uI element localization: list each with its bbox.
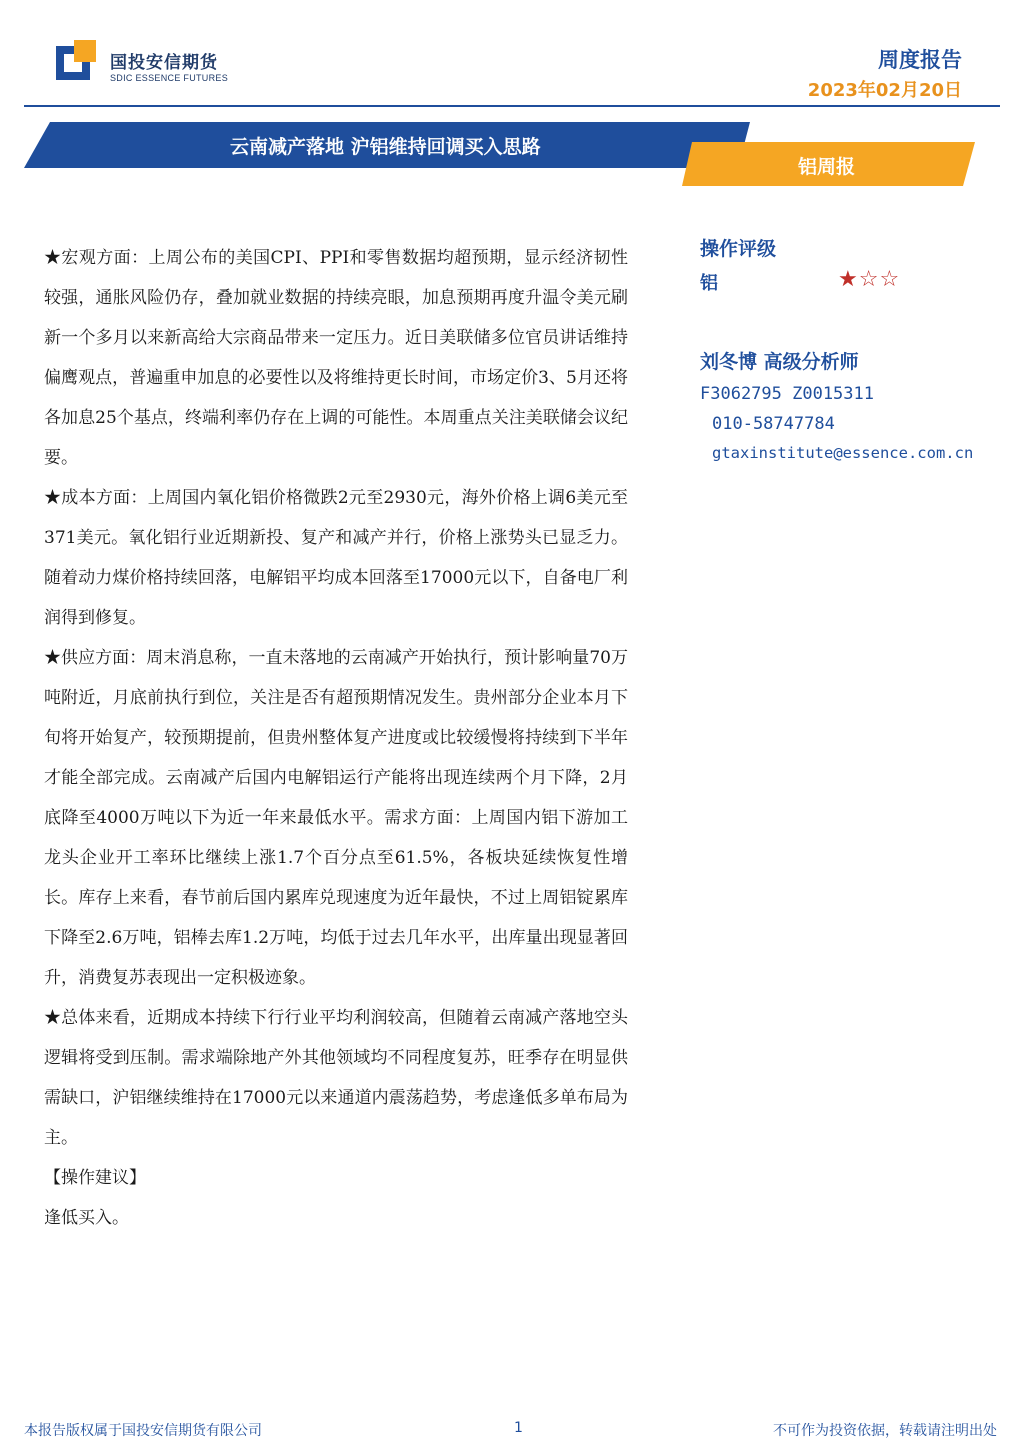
- report-date: 2023年02月20日: [807, 80, 962, 101]
- rating-heading: 操作评级: [700, 238, 777, 260]
- analyst-email[interactable]: gtaxinstitute@essence.com.cn: [712, 444, 974, 462]
- rating-label: 铝: [700, 273, 718, 294]
- sidebar: [700, 234, 1025, 462]
- analyst-license: F3062795 Z0015311: [700, 384, 874, 404]
- logo-mark-icon: [52, 40, 100, 84]
- report-title: 云南减产落地 沪铝维持回调买入思路: [230, 136, 541, 158]
- recommendation-heading: 【操作建议】: [44, 1168, 146, 1188]
- paragraph-macro: ★宏观方面：上周公布的美国CPI、PPI和零售数据均超预期，显示经济韧性较强，通胀风险仍存，叠加就业数据的持续亮眼，加息预期再度升温令美元刷新一个多月以来新高给大宗商品带来一定压力。近日美联储多位官员讲话维持偏鹰观点，普遍重申加息的必要性以及将维持更长时间，市场定价3、5月还将各加息25个基点，终端利率仍存在上调的可能性。本周重点关注美联储会议纪要。: [44, 248, 628, 468]
- recommendation-text: 逢低买入。: [44, 1208, 129, 1228]
- analyst-phone: 010-58747784: [712, 414, 835, 434]
- paragraph-summary: ★总体来看，近期成本持续下行行业平均利润较高，但随着云南减产落地空头逻辑将受到压制。需求端除地产外其他领域均不同程度复苏，旺季存在明显供需缺口，沪铝继续维持在17000元以来通道内震荡趋势，考虑逢低多单布局为主。: [44, 1008, 628, 1148]
- analyst-name: 刘冬博 高级分析师: [700, 351, 859, 373]
- report-tag: 铝周报: [798, 156, 856, 178]
- report-body: [44, 238, 628, 1238]
- footer-disclaimer: 不可作为投资依据，转载请注明出处: [773, 1423, 997, 1439]
- page-number: 1: [514, 1420, 523, 1436]
- company-logo: [52, 40, 252, 90]
- company-name-en: SDIC ESSENCE FUTURES: [110, 73, 229, 83]
- footer-copyright: 本报告版权属于国投安信期货有限公司: [24, 1423, 262, 1439]
- paragraph-supply: ★供应方面：周末消息称，一直未落地的云南减产开始执行，预计影响量70万吨附近，月底前执行到位，关注是否有超预期情况发生。贵州部分企业本月下旬将开始复产，较预期提前，但贵州整体复产进度或比较缓慢将持续到下半年才能全部完成。云南减产后国内电解铝运行产能将出现连续两个月下降，2月底降至4000万吨以下为近一年来最低水平。需求方面：上周国内铝下游加工龙头企业开工率环比继续上涨1.7个百分点至61.5%，各板块延续恢复性增长。库存上来看，春节前后国内累库兑现速度为近年最快，不过上周铝锭累库下降至2.6万吨，铝棒去库1.2万吨，均低于过去几年水平，出库量出现显著回升，消费复苏表现出一定积极迹象。: [44, 648, 628, 988]
- rating-row: [700, 267, 1025, 301]
- report-type: 周度报告: [878, 48, 962, 72]
- paragraph-cost: ★成本方面：上周国内氧化铝价格微跌2元至2930元，海外价格上调6美元至371美元。氧化铝行业近期新投、复产和减产并行，价格上涨势头已显乏力。随着动力煤价格持续回落，电解铝平均成本回落至17000元以下，自备电厂利润得到修复。: [44, 488, 628, 628]
- company-name-cn: 国投安信期货: [110, 53, 218, 73]
- header-divider: [24, 105, 1000, 107]
- rating-stars-icon: ★☆☆: [838, 267, 901, 292]
